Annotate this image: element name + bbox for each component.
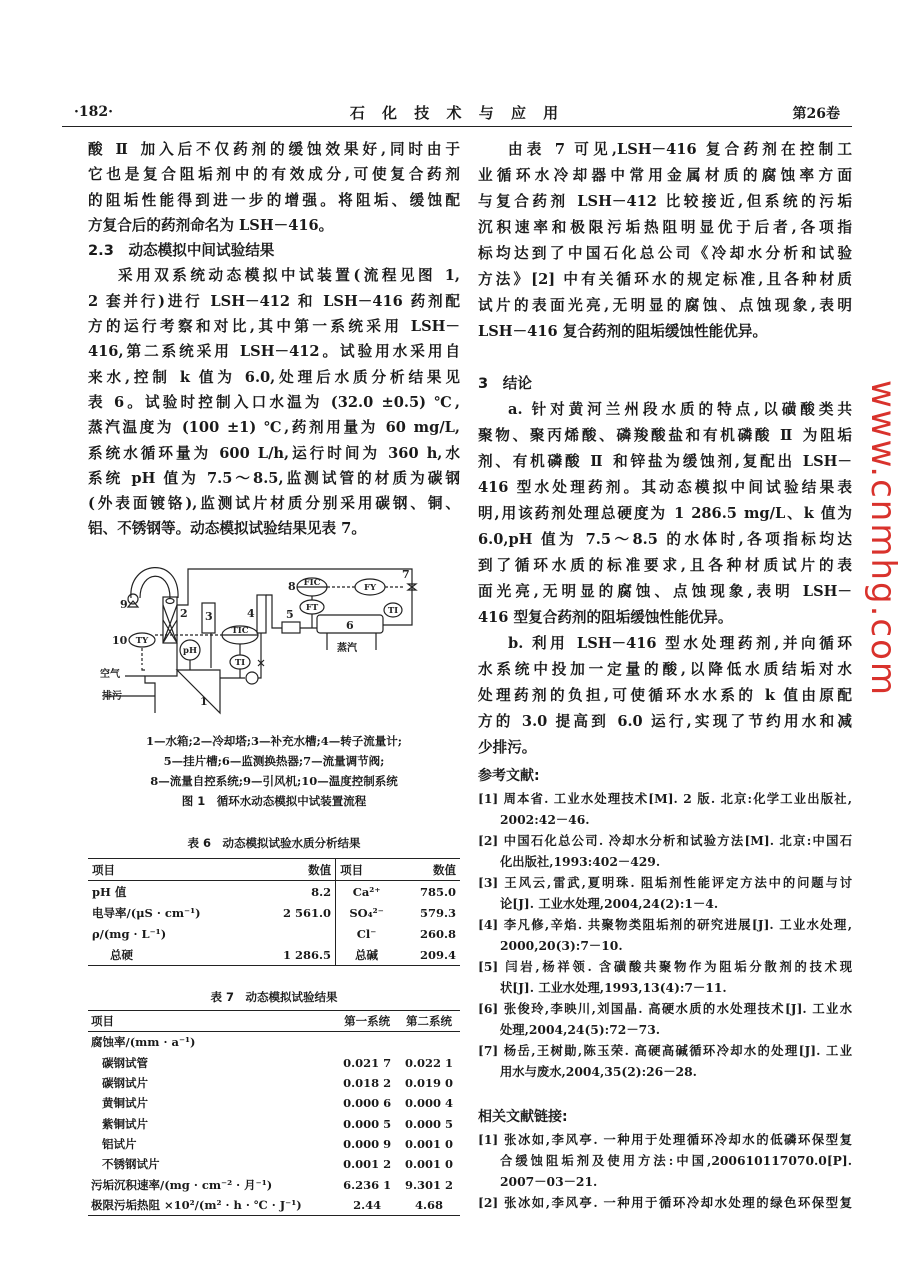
related-list xyxy=(478,1129,852,1213)
table-cell: 总碱 xyxy=(336,944,397,966)
table-cell: 4.68 xyxy=(415,1197,444,1212)
related-links xyxy=(478,1105,852,1213)
table-cell: 电导率/(μS · cm⁻¹) xyxy=(92,905,201,920)
table-cell: 785.0 xyxy=(419,884,456,899)
table-cell: 污垢沉积速率/(mg · cm⁻² · 月⁻¹) xyxy=(91,1177,273,1192)
label-steam: 蒸汽 xyxy=(337,643,357,654)
section-heading: 2.3 动态模拟中间试验结果 xyxy=(88,242,275,260)
table-row xyxy=(88,881,460,903)
label-ti: TI xyxy=(234,658,246,668)
table-cell: SO₄²⁻ xyxy=(336,902,397,923)
text-line: 系统水循环量为 600 L/h,运行时间为 360 h,水 xyxy=(88,444,460,462)
watermark: www.cnmhg.com xyxy=(863,380,903,698)
table-header-row xyxy=(88,1011,460,1032)
reference-line: [2] 张冰如,李风亭. 一种用于循环冷却水处理的绿色环保型复 xyxy=(478,1195,852,1210)
text-line: 416 型水处理药剂。其动态模拟中间试验结果表 xyxy=(478,479,852,496)
text-line: 面光亮,无明显的腐蚀、点蚀现象,表明 LSH－ xyxy=(478,583,852,600)
reference-line: [1] 周本省. 工业水处理技术[M]. 2 版. 北京:化学工业出版社, xyxy=(478,791,852,806)
text-line: 6.0,pH 值为 7.5～8.5 的水体时,各项指标均达 xyxy=(478,531,852,548)
label-7: 7 xyxy=(402,568,410,581)
text-line: 蒸汽温度为 (100 ±1) ℃,药剂用量为 60 mg/L, xyxy=(88,419,460,437)
table-cell: 1 286.5 xyxy=(283,947,332,962)
references xyxy=(478,764,852,1082)
table-cell: 8.2 xyxy=(311,884,332,899)
table-cell xyxy=(255,923,336,944)
text-line: 明,用该药剂处理总硬度为 1 286.5 mg/L、k 值为 xyxy=(478,505,852,522)
table-7-caption: 表 7 动态模拟试验结果 xyxy=(210,990,338,1004)
table-6-body xyxy=(88,881,460,966)
table-row xyxy=(88,902,460,923)
table-cell: Ca²⁺ xyxy=(336,881,397,903)
table-cell: 极限污垢热阻 ×10²/(m² · h · ℃ · J⁻¹) xyxy=(91,1197,302,1212)
text-line: 方复合后的药剂命名为 LSH－416。 xyxy=(88,216,334,234)
header-cell: 项目 xyxy=(88,859,255,881)
table-cell: ρ/(mg · L⁻¹) xyxy=(92,926,167,941)
label-air: 空气 xyxy=(100,669,120,680)
fan-icon xyxy=(128,594,138,604)
table-group-row xyxy=(88,1032,460,1053)
reference-item xyxy=(478,914,852,956)
table-cell: 铝试片 xyxy=(102,1136,137,1151)
fan-duct xyxy=(131,568,178,598)
header-cell: 数值 xyxy=(397,859,460,881)
reference-line: 合缓蚀阻垢剂及使用方法:中国,200610117070.0[P]. xyxy=(500,1153,852,1168)
text-line: 系统 pH 值为 7.5～8.5,监测试管的材质为碳钢 xyxy=(88,469,460,487)
table-cell: 黄铜试片 xyxy=(102,1096,148,1111)
text-line: 业循环水冷却器中常用金属材质的腐蚀率方面 xyxy=(478,167,852,184)
text-line: 聚物、聚丙烯酸、磷羧酸盐和有机磷酸 Ⅱ 为阻垢 xyxy=(478,427,852,444)
text-line: 它也是复合阻垢剂中的有效成分,可使复合药剂 xyxy=(88,166,460,184)
table-cell: 0.022 1 xyxy=(405,1055,454,1070)
pump-icon xyxy=(246,672,258,684)
reference-item xyxy=(478,1129,852,1192)
reference-line: 论[J]. 工业水处理,2004,24(2):1－4. xyxy=(500,896,719,911)
table-cell: 0.001 2 xyxy=(343,1157,392,1172)
table-cell: 总硬 xyxy=(110,947,133,962)
table-cell: 碳钢试管 xyxy=(102,1055,148,1070)
reference-line: [3] 王风云,雷武,夏明珠. 阻垢剂性能评定方法中的问题与讨 xyxy=(478,875,852,890)
reference-item xyxy=(478,998,852,1040)
reference-line: 化出版社,1993:402－429. xyxy=(500,854,661,869)
text-line: b. 利用 LSH－416 型水处理药剂,并向循环 xyxy=(508,635,852,652)
text-line: a. 针对黄河兰州段水质的特点,以磺酸类共 xyxy=(508,401,852,418)
label-ph: pH xyxy=(183,646,197,656)
reference-item xyxy=(478,1192,852,1213)
table-header-row xyxy=(88,859,460,881)
rotameter-pipe xyxy=(266,595,282,628)
journal-title: 石 化 技 术 与 应 用 xyxy=(349,104,565,122)
text-line: 方的 3.0 提高到 6.0 运行,实现了节约用水和减 xyxy=(478,713,852,730)
table-row xyxy=(88,1174,460,1194)
text-line: 的阻垢性能得到进一步的增强。将阻垢、缓蚀配 xyxy=(88,191,460,209)
table-row xyxy=(88,1134,460,1154)
reference-item xyxy=(478,788,852,830)
table-row xyxy=(88,1073,460,1093)
text-line: 与复合药剂 LSH－412 比较接近,但系统的污垢 xyxy=(478,193,852,210)
reference-line: [5] 闫岩,杨祥领. 含磺酸共聚物作为阻垢分散剂的技术现 xyxy=(478,959,852,974)
text-line: 方的运行考察和对比,其中第一系统采用 LSH－ xyxy=(88,318,460,336)
page-number: ·182· xyxy=(74,104,113,120)
table-cell: 碳钢试片 xyxy=(102,1076,148,1091)
paragraph xyxy=(88,263,460,541)
reference-line: [6] 张俊玲,李映川,刘国晶. 高硬水质的水处理技术[J]. 工业水 xyxy=(478,1001,852,1016)
label-drain: 排污 xyxy=(102,691,122,702)
figure-title: 图 1 循环水动态模拟中试装置流程 xyxy=(181,794,367,808)
table-row xyxy=(88,1154,460,1174)
text-line: 处理药剂的负担,可使循环水水系的 k 值由原配 xyxy=(478,687,852,704)
text-line: 少排污。 xyxy=(478,739,537,756)
label-1: 1 xyxy=(200,695,208,708)
reference-item xyxy=(478,830,852,872)
reference-line: [4] 李凡修,辛焰. 共聚物类阻垢剂的研究进展[J]. 工业水处理, xyxy=(478,917,852,932)
table-cell: 0.021 7 xyxy=(343,1055,392,1070)
running-header xyxy=(62,100,852,127)
text-line: 416,第二系统采用 LSH－412。试验用水采用自 xyxy=(88,343,460,361)
related-heading: 相关文献链接: xyxy=(478,1109,568,1125)
label-8: 8 xyxy=(288,580,296,593)
coupon-tank xyxy=(282,622,300,633)
label-ty: TY xyxy=(135,636,149,646)
figure-1-caption xyxy=(88,731,460,811)
label-fy: FY xyxy=(363,583,377,593)
label-ft: FT xyxy=(305,603,319,613)
text-line: 标均达到了中国石化总公司《冷却水分析和试验 xyxy=(478,245,852,262)
table-cell: 260.8 xyxy=(419,926,456,941)
text-line: 到了循环水质的标准要求,且各种材质试片的表 xyxy=(478,557,852,574)
table-cell: 0.001 0 xyxy=(405,1157,454,1172)
table-cell: 0.019 0 xyxy=(405,1076,454,1091)
table-cell: 0.000 9 xyxy=(343,1136,392,1151)
reference-list xyxy=(478,788,852,1082)
text-line: 剂、有机磷酸 Ⅱ 和锌盐为缓蚀剂,复配出 LSH－ xyxy=(478,453,852,470)
text-line: 来水,控制 k 值为 6.0,处理后水质分析结果见 xyxy=(88,368,460,386)
text-line: LSH－416 复合药剂的阻垢缓蚀性能优异。 xyxy=(478,323,768,340)
table-cell: 0.000 6 xyxy=(343,1096,392,1111)
table-6-caption: 表 6 动态模拟试验水质分析结果 xyxy=(187,836,361,850)
label-9: 9 xyxy=(120,598,128,611)
reference-item xyxy=(478,872,852,914)
label-3: 3 xyxy=(205,610,213,623)
label-4: 4 xyxy=(247,607,255,620)
table-row xyxy=(88,1113,460,1133)
table-cell: 209.4 xyxy=(419,947,456,962)
label-10: 10 xyxy=(112,634,128,647)
table-cell: 不锈钢试片 xyxy=(102,1157,160,1172)
header-cell: 数值 xyxy=(255,859,336,881)
header-cell: 第二系统 xyxy=(398,1011,460,1032)
reference-line: 2000,20(3):7－10. xyxy=(500,938,623,953)
label-5: 5 xyxy=(286,608,294,621)
text-line: 由表 7 可见,LSH－416 复合药剂在控制工 xyxy=(508,141,852,158)
text-line: 2 套并行)进行 LSH－412 和 LSH－416 药剂配 xyxy=(88,292,460,310)
table-cell: pH 值 xyxy=(92,884,127,899)
paragraph xyxy=(478,397,852,631)
right-column xyxy=(478,137,852,761)
reference-line: 处理,2004,24(5):72－73. xyxy=(500,1022,661,1037)
label-fic: FIC xyxy=(303,578,321,588)
table-cell: 0.000 4 xyxy=(405,1096,454,1111)
reference-line: [1] 张冰如,李风亭. 一种用于处理循环冷却水的低磷环保型复 xyxy=(478,1132,852,1147)
text-line: 酸 Ⅱ 加入后不仅药剂的缓蚀效果好,同时由于 xyxy=(88,141,460,158)
reference-line: 状[J]. 工业水处理,1993,13(4):7－11. xyxy=(500,980,727,995)
reference-line: 2002:42－46. xyxy=(500,812,590,827)
reference-item xyxy=(478,1040,852,1082)
table-7 xyxy=(88,1010,460,1216)
figure-1-flow-diagram xyxy=(95,553,440,728)
table-cell: 2.44 xyxy=(353,1197,382,1212)
references-heading: 参考文献: xyxy=(478,768,540,784)
table-row xyxy=(88,1195,460,1216)
section-heading: 3 结论 xyxy=(478,375,532,392)
table-row xyxy=(88,944,460,966)
table-cell: 0.000 5 xyxy=(405,1116,454,1131)
table-cell: 579.3 xyxy=(419,905,456,920)
text-line: 表 6。试验时控制入口水温为 (32.0 ±0.5) ℃, xyxy=(88,393,460,411)
table-cell: 0.018 2 xyxy=(343,1076,392,1091)
text-line: 沉积速率和极限污垢热阻明显优于后者,各项指 xyxy=(478,219,852,236)
label-2: 2 xyxy=(180,607,188,620)
table-cell: 0.000 5 xyxy=(343,1116,392,1131)
text-line: 方法》[2] 中有关循环水的规定标准,且各种材质 xyxy=(478,271,852,288)
spacer xyxy=(478,345,852,371)
table-cell: 6.236 1 xyxy=(343,1177,392,1192)
reference-item xyxy=(478,956,852,998)
table-cell: 2 561.0 xyxy=(283,905,332,920)
reference-line: 2007－03－21. xyxy=(500,1174,598,1189)
text-line: 试片的表面光亮,无明显的腐蚀、点蚀现象,表明 xyxy=(478,297,852,314)
reference-line: 用水与废水,2004,35(2):26－28. xyxy=(500,1064,697,1079)
figure-legend-line: 5—挂片槽;6—监测换热器;7—流量调节阀; xyxy=(163,754,385,768)
paragraph xyxy=(478,137,852,345)
text-line: 水系统中投加一定量的酸,以降低水质结垢对水 xyxy=(478,661,852,678)
text-line: (外表面镀铬),监测试片材质分别采用碳钢、铜、 xyxy=(88,495,460,513)
table-cell: 9.301 2 xyxy=(405,1177,454,1192)
reference-line: [2] 中国石化总公司. 冷却水分析和试验方法[M]. 北京:中国石 xyxy=(478,833,852,848)
table-7-body xyxy=(88,1053,460,1216)
tower-nozzle xyxy=(166,599,174,604)
signal-lines xyxy=(142,587,405,665)
table-row xyxy=(88,923,460,944)
label-6: 6 xyxy=(346,619,354,632)
text-line: 416 型复合药剂的阻垢缓蚀性能优异。 xyxy=(478,609,733,626)
label-tic: TIC xyxy=(231,626,249,636)
volume-label: 第26卷 xyxy=(792,106,840,122)
text-line: 铝、不锈钢等。动态模拟试验结果见表 7。 xyxy=(88,520,366,538)
text-line: 采用双系统动态模拟中试装置(流程见图 1, xyxy=(118,267,460,285)
table-cell: Cl⁻ xyxy=(336,923,397,944)
header-cell: 项目 xyxy=(336,859,397,881)
table-cell: 紫铜试片 xyxy=(102,1116,148,1131)
label-ti-2: TI xyxy=(387,606,399,616)
header-cell: 项目 xyxy=(88,1011,336,1032)
group-label: 腐蚀率/(mm · a⁻¹) xyxy=(91,1035,196,1050)
paragraph xyxy=(88,137,460,238)
pump-outlet-pipe xyxy=(258,633,264,678)
paragraph xyxy=(478,631,852,761)
rotameter xyxy=(257,595,266,633)
tower-packing xyxy=(163,605,177,643)
figure-legend-line: 8—流量自控系统;9—引风机;10—温度控制系统 xyxy=(150,774,398,788)
table-cell: 0.001 0 xyxy=(405,1136,454,1151)
reference-line: [7] 杨岳,王树勛,陈玉荣. 高硬高碱循环冷却水的处理[J]. 工业 xyxy=(478,1043,852,1058)
table-row xyxy=(88,1053,460,1073)
table-6 xyxy=(88,858,460,966)
table-row xyxy=(88,1093,460,1113)
figure-legend-line: 1—水箱;2—冷却塔;3—补充水槽;4—转子流量计; xyxy=(146,734,402,748)
left-column xyxy=(88,137,460,542)
header-cell: 第一系统 xyxy=(336,1011,398,1032)
